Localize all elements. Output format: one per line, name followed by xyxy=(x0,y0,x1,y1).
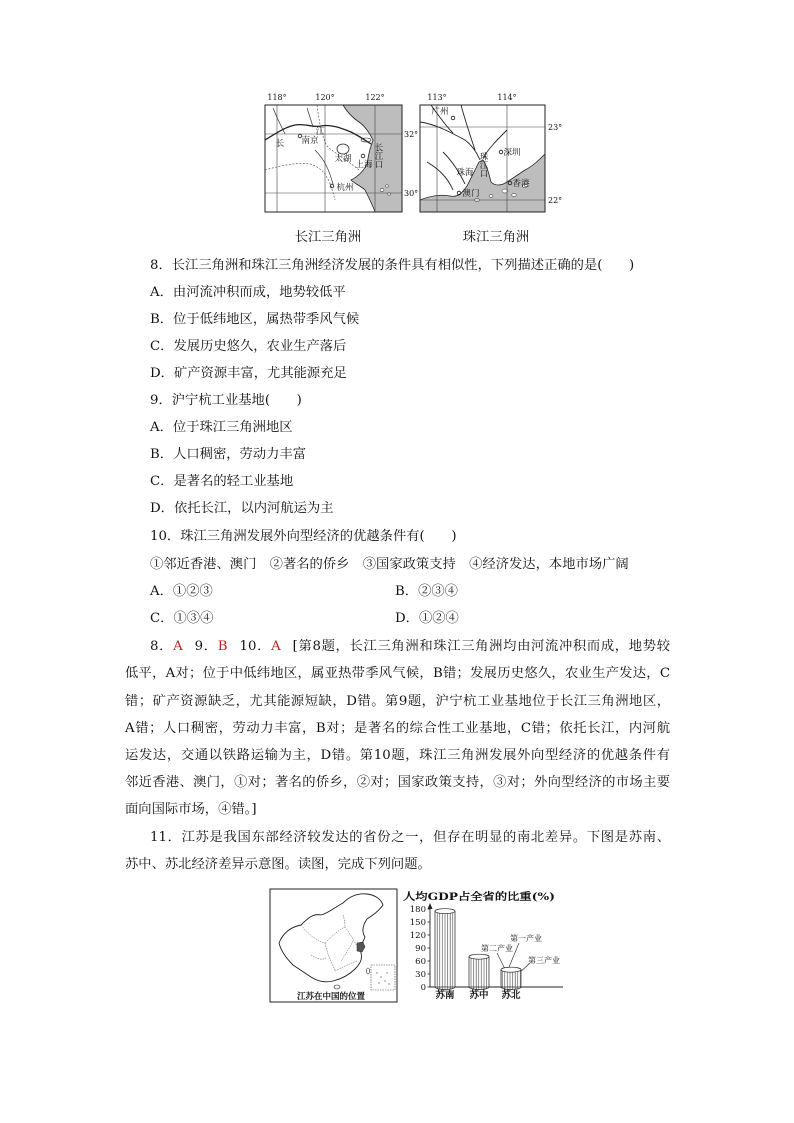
answer-line-2: 低平，A对；位于中低纬地区，属亚热带季风气候，B错；发展历史悠久，农业生产发达，C xyxy=(125,666,670,681)
lat-label: 23° xyxy=(548,123,563,132)
lon-label: 113° xyxy=(427,93,447,102)
gdp-bar-chart xyxy=(403,890,563,1001)
place-label: 深圳 xyxy=(503,148,521,158)
question-8-option-c[interactable]: C．发展历史悠久，农业生产落后 xyxy=(150,339,347,354)
place-label: 广州 xyxy=(431,107,449,117)
question-11-line-1: 11．江苏是我国东部经济较发达的省份之一，但存在明显的南北差异。下图是苏南、 xyxy=(150,830,670,845)
answer-line-4: A错；人口稠密，劳动力丰富，B对；是著名的综合性工业基地，C错；依托长江，内河航 xyxy=(125,721,670,736)
taihu-lake xyxy=(337,144,349,154)
bar-top xyxy=(469,954,489,959)
answer-number: 8． xyxy=(150,639,174,654)
answer-number: 9． xyxy=(194,639,218,654)
answer-text: [第8题，长江三角洲和珠江三角洲均由河流冲积而成，地势较 xyxy=(292,639,670,654)
question-10-option-b[interactable]: B．②③④ xyxy=(395,584,458,599)
category-label: 苏南 xyxy=(435,990,455,1001)
question-8-stem: 8．长江三角洲和珠江三角洲经济发展的条件具有相似性，下列描述正确的是( ) xyxy=(150,258,635,273)
bar-1 xyxy=(435,909,455,990)
answer-line-5: 运发达，交通以铁路运输为主，D错。第10题，珠江三角洲发展外向型经济的优越条件有 xyxy=(125,748,670,763)
y-axis-arrow xyxy=(428,903,433,909)
answer-line-3: 错；矿产资源缺乏，尤其能源短缺，D错。第9题，沪宁杭工业基地位于长江三角洲地区， xyxy=(125,694,670,709)
y-tick-label: 180 xyxy=(409,905,426,915)
bar-top xyxy=(501,967,521,972)
place-label: 长 xyxy=(275,139,285,149)
annotation-tertiary-industry: 第三产业 xyxy=(528,956,560,965)
question-8-option-a[interactable]: A．由河流冲积而成，地势较低平 xyxy=(150,285,346,300)
bar-top xyxy=(435,909,455,914)
category-label: 苏北 xyxy=(501,990,521,1001)
lat-label: 30° xyxy=(404,189,419,198)
annotation-primary-industry: 第一产业 xyxy=(510,934,542,943)
pearl-delta-map xyxy=(420,93,562,212)
place-label: 太湖 xyxy=(334,154,352,164)
place-label: 珠海 xyxy=(456,168,474,178)
place-label: 香港 xyxy=(512,179,530,189)
answer-number: 10． xyxy=(239,639,272,654)
yangtze-map-caption: 长江三角洲 xyxy=(294,230,362,245)
answer-letter: A xyxy=(271,639,281,654)
place-label: 澳门 xyxy=(462,189,480,199)
y-tick-label: 150 xyxy=(409,918,426,928)
y-tick-label: 0 xyxy=(420,983,426,993)
china-map-caption: 江苏在中国的位置 xyxy=(296,992,366,1002)
bar-body xyxy=(469,957,489,987)
question-8-option-d[interactable]: D．矿产资源丰富，尤其能源充足 xyxy=(150,366,347,381)
y-tick-label: 30 xyxy=(415,970,426,980)
bar-body xyxy=(435,911,455,987)
y-tick-label: 60 xyxy=(415,957,426,967)
y-tick-label: 90 xyxy=(415,944,426,954)
lat-label: 22° xyxy=(548,196,563,205)
bar-2 xyxy=(469,954,489,989)
question-10-option-c[interactable]: C．①③④ xyxy=(150,611,214,626)
question-10-option-d[interactable]: D．①②④ xyxy=(395,611,459,626)
lon-label: 114° xyxy=(497,93,517,102)
answer-line-1 xyxy=(150,638,670,656)
lon-label: 118° xyxy=(267,93,287,102)
bar-3 xyxy=(501,967,521,989)
question-9-option-a[interactable]: A．位于珠江三角洲地区 xyxy=(150,420,293,435)
yangtze-delta-map xyxy=(265,93,418,212)
place-label: 长江口 xyxy=(373,143,383,169)
question-10-option-a[interactable]: A．①②③ xyxy=(150,584,213,599)
question-10-stem: 10．珠江三角洲发展外向型经济的优越条件有( ) xyxy=(150,529,457,544)
question-10-items: ①邻近香港、澳门 ②著名的侨乡 ③国家政策支持 ④经济发达，本地市场广阔 xyxy=(150,557,629,572)
place-label: 江 xyxy=(315,127,325,137)
question-8-option-b[interactable]: B．位于低纬地区，属热带季风气候 xyxy=(150,312,360,327)
lat-label: 32° xyxy=(404,130,419,139)
lon-label: 120° xyxy=(315,93,335,102)
question-9-option-c[interactable]: C．是著名的轻工业基地 xyxy=(150,474,294,489)
delta-maps-figure xyxy=(255,90,570,225)
place-label: 南京 xyxy=(301,136,319,146)
place-label: 珠江口 xyxy=(478,152,488,178)
south-china-sea-inset xyxy=(371,965,395,990)
jiangsu-figure xyxy=(265,885,575,1010)
y-tick-label: 120 xyxy=(409,931,426,941)
question-9-option-d[interactable]: D．依托长江，以内河航运为主 xyxy=(150,501,334,516)
lon-label: 122° xyxy=(365,93,385,102)
answer-line-7: 面向国际市场，④错。] xyxy=(125,802,257,817)
place-label: 上海 xyxy=(355,160,373,170)
question-9-option-b[interactable]: B．人口稠密，劳动力丰富 xyxy=(150,447,307,462)
pearl-map-caption: 珠江三角洲 xyxy=(462,230,530,245)
place-label: 杭州 xyxy=(336,183,354,193)
question-9-stem: 9．沪宁杭工业基地( ) xyxy=(150,393,302,408)
chart-title: 人均GDP占全省的比重(%) xyxy=(403,892,527,903)
question-11-line-2: 苏中、苏北经济差异示意图。读图，完成下列问题。 xyxy=(125,857,431,872)
answer-letter: A xyxy=(173,639,183,654)
china-location-map xyxy=(270,889,397,1002)
category-label: 苏中 xyxy=(469,990,489,1001)
answer-letter: B xyxy=(217,639,228,654)
answer-line-6: 邻近香港、澳门，①对；著名的侨乡，②对；国家政策支持，③对；外向型经济的市场主要 xyxy=(125,775,670,790)
annotation-secondary-industry: 第二产业 xyxy=(481,944,513,953)
